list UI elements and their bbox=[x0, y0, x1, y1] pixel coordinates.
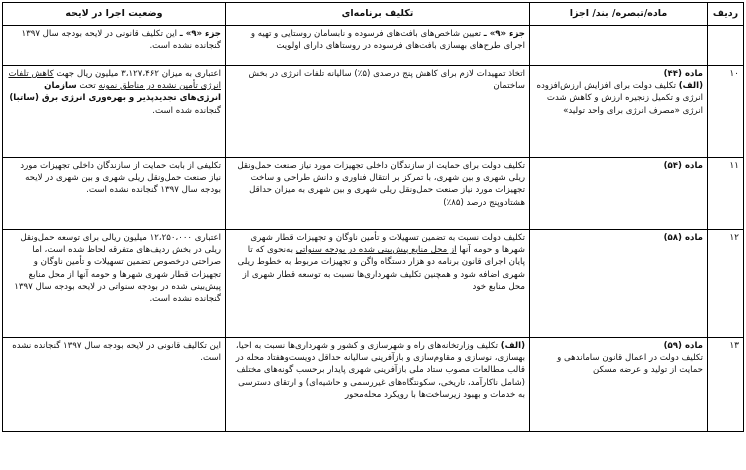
article-cell bbox=[530, 338, 708, 432]
status-cell bbox=[3, 338, 226, 432]
status-text-2: تحت bbox=[79, 81, 96, 92]
status-text: اعتباری ۱۲،۲۵۰،۰۰۰ میلیون ریالی برای توسعه حمل‌ونقل ریلی در بخش ردیف‌های متفرقه لحاظ شده است، اما صراحتی درخصوص تضمین تسهیلات و تأمین ناوگان و تجهیزات قطار شهری شهرها و حومه آنها از محل منابع پیش‌بینی شده در بودجه سنواتی در لایحه بودجه سال ۱۳۹۷ گنجانده نشده است. bbox=[14, 233, 221, 305]
status-text: تکلیفی از بابت حمایت از سازندگان داخلی تجهیزات مورد نیاز صنعت حمل‌ونقل ریلی شهری و بین شهری در لایحه بودجه سال ۱۳۹۷ گنجانده نشده است. bbox=[20, 161, 221, 196]
duty-text-1: تکلیف دولت نسبت به تضمین تسهیلات و تأمین ناوگان و تجهیزات قطار شهری شهرها و حومه آنها bbox=[250, 233, 525, 256]
duty-cell bbox=[226, 158, 530, 230]
article-title: ماده (۵۸) bbox=[663, 233, 703, 243]
header-duty: تکلیف برنامه‌ای bbox=[226, 3, 530, 26]
duty-text: تکلیف دولت برای حمایت از سازندگان داخلی تجهیزات مورد نیاز صنعت حمل‌ونقل ریلی شهری و بین شهری، با تمرکز بر انتقال فناوری و دانش طراحی و ساخت تجهیزات مورد نیاز صنعت حمل‌ونقل ریلی شهری و بین شهری به میزان حداقل هشتادوپنج درصد (۸۵٪) bbox=[237, 161, 525, 208]
status-cell bbox=[3, 66, 226, 158]
header-row-number: ردیف bbox=[708, 3, 744, 26]
duty-text: تعیین شاخص‌های بافت‌های فرسوده و نابسامان روستایی و تهیه و اجرای طرح‌های بهسازی بافت‌های فرسوده در روستاهای دارای اولویت bbox=[250, 29, 525, 52]
clause-label: (الف) bbox=[500, 341, 525, 351]
status-cell bbox=[3, 158, 226, 230]
clause-label: (الف) bbox=[678, 81, 703, 92]
article-body bbox=[534, 80, 703, 117]
article-cell bbox=[530, 66, 708, 158]
item-label: جزء «۹» ـ bbox=[483, 29, 525, 39]
table-row bbox=[3, 230, 744, 338]
table-row bbox=[3, 338, 744, 432]
article-title: ماده (۵۴) bbox=[663, 161, 703, 171]
status-text-underlined: کاهش تلفات انرژی تأمین نشده در مناطق نمونه bbox=[8, 69, 221, 92]
duty-cell bbox=[226, 66, 530, 158]
status-text-bold: سازمان انرژی‌های تجدیدپذیر و بهره‌وری انرژی برق (ساتبا) bbox=[9, 81, 221, 104]
row-number: ۱۳ bbox=[708, 338, 744, 432]
status-text: این تکالیف قانونی در لایحه بودجه سال ۱۳۹۷ گنجانده نشده است. bbox=[12, 341, 221, 364]
item-label: جزء «۹» ـ bbox=[179, 29, 221, 39]
table-row bbox=[3, 26, 744, 66]
program-duties-table bbox=[2, 2, 744, 432]
duty-cell bbox=[226, 26, 530, 66]
duty-text: اتخاذ تمهیدات لازم برای کاهش پنج درصدی (۵٪) سالیانه تلفات انرژی در بخش ساختمان bbox=[248, 69, 525, 92]
row-number bbox=[708, 26, 744, 66]
status-cell bbox=[3, 230, 226, 338]
status-text: این تکلیف قانونی در لایحه بودجه سال ۱۳۹۷ گنجانده نشده است. bbox=[21, 29, 221, 52]
duty-cell bbox=[226, 230, 530, 338]
status-text-1: اعتباری به میزان ۳،۱۲۷،۴۶۲ میلیون ریال جهت bbox=[56, 69, 221, 79]
article-text: تکلیف دولت برای افزایش ارزش‌افزوده انرژی و تکمیل زنجیره ارزش و کاهش شدت انرژی «مصرف انرژی برای واحد تولید» bbox=[536, 81, 703, 116]
row-number: ۱۰ bbox=[708, 66, 744, 158]
duty-text-2: به‌نحوی که تا پایان اجرای قانون برنامه دو هزار دستگاه واگن و تجهیزات مربوط به خطوط ریلی شهری اضافه شود و همچنین تکلیف شهرداری‌ها نسبت به توسعه قطار شهری از محل منابع خود bbox=[237, 245, 525, 292]
row-number: ۱۱ bbox=[708, 158, 744, 230]
header-article: ماده/تبصره/ بند/ اجزا bbox=[530, 3, 708, 26]
row-number: ۱۲ bbox=[708, 230, 744, 338]
article-cell bbox=[530, 158, 708, 230]
status-cell bbox=[3, 26, 226, 66]
status-text-3: گنجانده شده است. bbox=[152, 105, 221, 116]
table-row bbox=[3, 158, 744, 230]
table-header-row bbox=[3, 3, 744, 26]
article-cell bbox=[530, 26, 708, 66]
duty-cell bbox=[226, 338, 530, 432]
header-status: وضعیت اجرا در لایحه bbox=[3, 3, 226, 26]
article-cell bbox=[530, 230, 708, 338]
duty-text: تکلیف وزارتخانه‌های راه و شهرسازی و کشور و شهرداری‌ها نسبت به احیا، بهسازی، نوسازی و مقاوم‌سازی و بازآفرینی سالیانه حداقل دویست‌وهفتاد محله در قالب مطالعات مصوب ستاد ملی بازآفرینی شهری پایدار برحسب گونه‌های مختلف (شامل ناکارآمد، تاریخی، سکونتگاه‌های غیررسمی و حاشیه‌ای) و ارتقای دسترسی به خدمات و بهبود زیرساخت‌ها با رویکرد محله‌محور bbox=[235, 341, 525, 400]
article-text: تکلیف دولت در اعمال قانون ساماندهی و حمایت از تولید و عرضه مسکن bbox=[557, 353, 703, 376]
article-title: ماده (۵۹) bbox=[663, 341, 703, 351]
article-title: ماده (۴۴) bbox=[663, 69, 703, 79]
duty-text-underlined: از محل منابع پیش‌بینی شده در بودجه سنواتی bbox=[295, 245, 457, 256]
table-row bbox=[3, 66, 744, 158]
